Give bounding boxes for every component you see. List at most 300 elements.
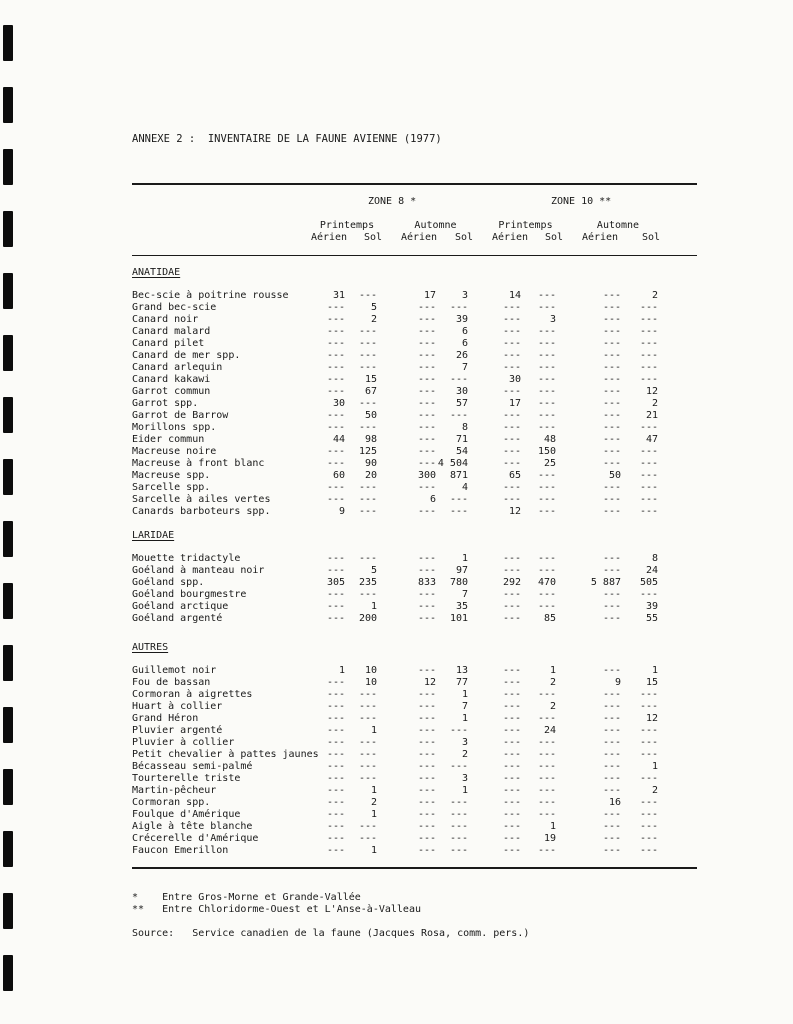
count-cell: --- [417, 589, 436, 600]
zone-8-label: ZONE 8 * [368, 196, 417, 207]
count-cell: --- [537, 482, 556, 493]
count-cell: --- [449, 494, 468, 505]
col-z8-spring-aerien: Aérien [310, 232, 348, 243]
count-cell: --- [449, 821, 468, 832]
count-cell: --- [326, 821, 345, 832]
species-name: Garrot spp. [132, 398, 199, 409]
count-cell: 97 [455, 565, 468, 576]
count-cell: 8 [651, 553, 658, 564]
count-cell: 6 [429, 494, 436, 505]
species-name: Macreuse noire [132, 446, 217, 457]
count-cell: --- [537, 350, 556, 361]
species-name: Pluvier argenté [132, 725, 223, 736]
count-cell: --- [537, 338, 556, 349]
count-cell: --- [449, 797, 468, 808]
count-cell: 6 [461, 338, 468, 349]
species-name: Fou de bassan [132, 677, 211, 688]
count-cell: 3 [461, 737, 468, 748]
count-cell: 24 [543, 725, 556, 736]
count-cell: 24 [645, 565, 658, 576]
count-cell: 90 [364, 458, 377, 469]
species-name: Grand Héron [132, 713, 199, 724]
species-name: Morillons spp. [132, 422, 217, 433]
count-cell: --- [417, 665, 436, 676]
count-cell: --- [358, 482, 377, 493]
count-cell: 2 [651, 398, 658, 409]
count-cell: 65 [508, 470, 521, 481]
count-cell: --- [326, 494, 345, 505]
table-row [0, 809, 793, 821]
count-cell: --- [537, 470, 556, 481]
count-cell: --- [326, 314, 345, 325]
count-cell: --- [602, 446, 621, 457]
count-cell: --- [537, 374, 556, 385]
count-cell: --- [602, 725, 621, 736]
count-cell: --- [602, 374, 621, 385]
count-cell: --- [502, 565, 521, 576]
count-cell: 3 [549, 314, 556, 325]
count-cell: --- [639, 589, 658, 600]
binder-hole [3, 893, 13, 929]
count-cell: --- [326, 737, 345, 748]
count-cell: --- [639, 773, 658, 784]
species-name: Garrot de Barrow [132, 410, 229, 421]
count-cell: --- [537, 689, 556, 700]
count-cell: --- [602, 326, 621, 337]
count-cell: --- [326, 797, 345, 808]
count-cell: 77 [455, 677, 468, 688]
count-cell: --- [417, 398, 436, 409]
footnote-zone-10: ** Entre Chloridorme-Ouest et L'Anse-à-Valleau [132, 904, 421, 915]
count-cell: 12 [508, 506, 521, 517]
count-cell: --- [326, 713, 345, 724]
count-cell: 39 [645, 601, 658, 612]
count-cell: 871 [449, 470, 468, 481]
binder-hole [3, 521, 13, 557]
count-cell: --- [639, 458, 658, 469]
table-row [0, 761, 793, 773]
count-cell: --- [358, 589, 377, 600]
count-cell: --- [602, 845, 621, 856]
count-cell: --- [326, 458, 345, 469]
count-cell: 9 [614, 677, 621, 688]
count-cell: 12 [645, 713, 658, 724]
count-cell: --- [602, 494, 621, 505]
count-cell: --- [326, 761, 345, 772]
count-cell: --- [639, 326, 658, 337]
count-cell: --- [417, 362, 436, 373]
count-cell: 1 [338, 665, 345, 676]
count-cell: 19 [543, 833, 556, 844]
count-cell: --- [358, 689, 377, 700]
count-cell: --- [326, 809, 345, 820]
table-row [0, 290, 793, 302]
count-cell: --- [326, 302, 345, 313]
count-cell: --- [358, 553, 377, 564]
count-cell: --- [326, 565, 345, 576]
count-cell: --- [417, 689, 436, 700]
table-row [0, 565, 793, 577]
count-cell: --- [639, 749, 658, 760]
count-cell: --- [537, 302, 556, 313]
count-cell: 3 [461, 290, 468, 301]
species-name: Faucon Emerillon [132, 845, 229, 856]
count-cell: 101 [449, 613, 468, 624]
count-cell: --- [326, 362, 345, 373]
table-row [0, 665, 793, 677]
count-cell: --- [502, 314, 521, 325]
count-cell: 15 [645, 677, 658, 688]
count-cell: --- [602, 601, 621, 612]
count-cell: --- [326, 422, 345, 433]
count-cell: --- [602, 362, 621, 373]
count-cell: --- [417, 386, 436, 397]
table-row [0, 314, 793, 326]
count-cell: 71 [455, 434, 468, 445]
count-cell: --- [449, 809, 468, 820]
species-name: Bécasseau semi-palmé [132, 761, 253, 772]
count-cell: --- [639, 809, 658, 820]
count-cell: --- [326, 410, 345, 421]
count-cell: 14 [508, 290, 521, 301]
count-cell: --- [639, 422, 658, 433]
count-cell: --- [602, 701, 621, 712]
col-z10-autumn-sol: Sol [641, 232, 661, 243]
count-cell: --- [602, 338, 621, 349]
count-cell: --- [326, 845, 345, 856]
count-cell: --- [417, 749, 436, 760]
count-cell: --- [639, 314, 658, 325]
count-cell: --- [537, 422, 556, 433]
count-cell: 1 [370, 845, 377, 856]
species-name: Mouette tridactyle [132, 553, 241, 564]
species-name: Pluvier à collier [132, 737, 235, 748]
count-cell: --- [417, 434, 436, 445]
table-row [0, 589, 793, 601]
species-name: Aigle à tête blanche [132, 821, 253, 832]
count-cell: --- [502, 482, 521, 493]
count-cell: --- [502, 446, 521, 457]
count-cell: --- [537, 494, 556, 505]
count-cell: --- [326, 482, 345, 493]
count-cell: --- [358, 833, 377, 844]
count-cell: --- [537, 773, 556, 784]
count-cell: --- [326, 386, 345, 397]
count-cell: --- [537, 553, 556, 564]
page-title: ANNEXE 2 : INVENTAIRE DE LA FAUNE AVIENNE (1977) [132, 133, 442, 145]
species-name: Canards barboteurs spp. [132, 506, 271, 517]
count-cell: --- [602, 565, 621, 576]
table-bottom-rule [132, 867, 697, 869]
count-cell: --- [417, 701, 436, 712]
count-cell: 1 [461, 713, 468, 724]
count-cell: 31 [332, 290, 345, 301]
table-row [0, 434, 793, 446]
count-cell: 2 [651, 785, 658, 796]
count-cell: --- [602, 785, 621, 796]
count-cell: 2 [651, 290, 658, 301]
count-cell: 48 [543, 434, 556, 445]
count-cell: 470 [537, 577, 556, 588]
count-cell: --- [502, 494, 521, 505]
species-name: Huart à collier [132, 701, 223, 712]
count-cell: --- [502, 326, 521, 337]
count-cell: --- [417, 773, 436, 784]
table-row [0, 845, 793, 857]
count-cell: --- [417, 422, 436, 433]
count-cell: 20 [364, 470, 377, 481]
count-cell: 30 [508, 374, 521, 385]
table-row [0, 422, 793, 434]
binder-hole [3, 25, 13, 61]
species-name: Cormoran à aigrettes [132, 689, 253, 700]
count-cell: --- [602, 821, 621, 832]
count-cell: --- [358, 506, 377, 517]
count-cell: --- [602, 749, 621, 760]
count-cell: --- [502, 701, 521, 712]
count-cell: 125 [358, 446, 377, 457]
zone-10-spring-label: Printemps [498, 220, 553, 231]
count-cell: 3 [461, 773, 468, 784]
count-cell: 1 [651, 665, 658, 676]
count-cell: 505 [639, 577, 658, 588]
count-cell: --- [639, 845, 658, 856]
count-cell: --- [602, 761, 621, 772]
species-name: Guillemot noir [132, 665, 217, 676]
count-cell: --- [602, 689, 621, 700]
count-cell: --- [417, 338, 436, 349]
count-cell: --- [602, 314, 621, 325]
count-cell: --- [639, 506, 658, 517]
count-cell: --- [502, 589, 521, 600]
count-cell: --- [449, 374, 468, 385]
count-cell: --- [417, 565, 436, 576]
count-cell: --- [417, 410, 436, 421]
count-cell: --- [417, 314, 436, 325]
count-cell: --- [639, 470, 658, 481]
count-cell: --- [326, 773, 345, 784]
species-name: Goéland argenté [132, 613, 223, 624]
count-cell: 300 [417, 470, 436, 481]
count-cell: 17 [508, 398, 521, 409]
count-cell: --- [502, 737, 521, 748]
count-cell: 44 [332, 434, 345, 445]
table-row [0, 482, 793, 494]
count-cell: --- [358, 338, 377, 349]
count-cell: 10 [364, 677, 377, 688]
count-cell: --- [537, 601, 556, 612]
count-cell: 150 [537, 446, 556, 457]
count-cell: 57 [455, 398, 468, 409]
species-name: Martin-pêcheur [132, 785, 217, 796]
count-cell: --- [537, 565, 556, 576]
count-cell: --- [639, 362, 658, 373]
count-cell: 4 504 [437, 458, 468, 469]
count-cell: 200 [358, 613, 377, 624]
count-cell: --- [537, 290, 556, 301]
count-cell: --- [417, 737, 436, 748]
source-note: Source: Service canadien de la faune (Jacques Rosa, comm. pers.) [132, 928, 530, 939]
count-cell: --- [417, 785, 436, 796]
count-cell: 85 [543, 613, 556, 624]
count-cell: --- [417, 809, 436, 820]
count-cell: --- [639, 350, 658, 361]
count-cell: 5 [370, 565, 377, 576]
count-cell: --- [449, 845, 468, 856]
count-cell: --- [602, 410, 621, 421]
table-row [0, 506, 793, 518]
count-cell: 39 [455, 314, 468, 325]
count-cell: 7 [461, 362, 468, 373]
count-cell: --- [417, 601, 436, 612]
count-cell: --- [639, 338, 658, 349]
count-cell: --- [326, 701, 345, 712]
count-cell: --- [358, 749, 377, 760]
count-cell: 2 [549, 701, 556, 712]
count-cell: --- [602, 809, 621, 820]
count-cell: --- [502, 302, 521, 313]
species-name: Garrot commun [132, 386, 211, 397]
count-cell: --- [602, 613, 621, 624]
count-cell: 10 [364, 665, 377, 676]
count-cell: --- [417, 713, 436, 724]
table-row [0, 470, 793, 482]
count-cell: --- [326, 677, 345, 688]
count-cell: 30 [455, 386, 468, 397]
count-cell: --- [537, 713, 556, 724]
count-cell: --- [326, 689, 345, 700]
table-row [0, 494, 793, 506]
count-cell: --- [537, 362, 556, 373]
table-row [0, 773, 793, 785]
count-cell: --- [326, 833, 345, 844]
count-cell: --- [602, 434, 621, 445]
species-name: Petit chevalier à pattes jaunes [132, 749, 319, 760]
count-cell: --- [602, 506, 621, 517]
count-cell: --- [502, 386, 521, 397]
count-cell: 35 [455, 601, 468, 612]
count-cell: 292 [502, 577, 521, 588]
count-cell: --- [602, 350, 621, 361]
count-cell: --- [502, 725, 521, 736]
count-cell: --- [326, 446, 345, 457]
count-cell: --- [358, 350, 377, 361]
count-cell: --- [602, 458, 621, 469]
count-cell: --- [358, 821, 377, 832]
species-name: Goéland à manteau noir [132, 565, 265, 576]
count-cell: 50 [608, 470, 621, 481]
count-cell: --- [639, 821, 658, 832]
count-cell: --- [502, 785, 521, 796]
count-cell: --- [326, 553, 345, 564]
species-name: Eider commun [132, 434, 205, 445]
count-cell: --- [417, 553, 436, 564]
species-name: Canard pilet [132, 338, 205, 349]
binder-hole [3, 87, 13, 123]
count-cell: --- [417, 506, 436, 517]
count-cell: 54 [455, 446, 468, 457]
table-row [0, 374, 793, 386]
count-cell: 47 [645, 434, 658, 445]
count-cell: --- [639, 701, 658, 712]
table-row [0, 737, 793, 749]
table-row [0, 338, 793, 350]
count-cell: --- [358, 362, 377, 373]
count-cell: 1 [370, 809, 377, 820]
count-cell: 55 [645, 613, 658, 624]
count-cell: 12 [423, 677, 436, 688]
col-z8-spring-sol: Sol [363, 232, 383, 243]
count-cell: --- [502, 749, 521, 760]
count-cell: --- [602, 422, 621, 433]
count-cell: --- [602, 553, 621, 564]
count-cell: --- [602, 398, 621, 409]
count-cell: --- [326, 613, 345, 624]
count-cell: --- [639, 689, 658, 700]
table-row [0, 458, 793, 470]
count-cell: 17 [423, 290, 436, 301]
zone-8-spring-label: Printemps [319, 220, 375, 231]
count-cell: --- [449, 725, 468, 736]
binder-hole [3, 211, 13, 247]
count-cell: --- [537, 809, 556, 820]
count-cell: 98 [364, 434, 377, 445]
count-cell: --- [358, 326, 377, 337]
zone-8-autumn-label: Automne [414, 220, 457, 231]
count-cell: --- [602, 482, 621, 493]
count-cell: --- [417, 833, 436, 844]
count-cell: --- [502, 553, 521, 564]
count-cell: --- [358, 737, 377, 748]
count-cell: 1 [370, 601, 377, 612]
count-cell: --- [502, 434, 521, 445]
count-cell: --- [537, 797, 556, 808]
count-cell: 67 [364, 386, 377, 397]
count-cell: --- [639, 737, 658, 748]
count-cell: --- [537, 749, 556, 760]
count-cell: 1 [461, 785, 468, 796]
count-cell: 12 [645, 386, 658, 397]
count-cell: --- [358, 290, 377, 301]
count-cell: 2 [370, 797, 377, 808]
count-cell: --- [417, 613, 436, 624]
col-z8-autumn-aerien: Aérien [400, 232, 438, 243]
count-cell: 9 [338, 506, 345, 517]
section-heading: ANATIDAE [132, 267, 181, 278]
count-cell: --- [358, 701, 377, 712]
count-cell: --- [602, 713, 621, 724]
table-row [0, 350, 793, 362]
species-name: Bec-scie à poitrine rousse [132, 290, 289, 301]
table-row [0, 553, 793, 565]
count-cell: --- [502, 761, 521, 772]
table-row [0, 446, 793, 458]
count-cell: 8 [461, 422, 468, 433]
count-cell: 1 [461, 689, 468, 700]
count-cell: --- [602, 773, 621, 784]
col-z10-spring-aerien: Aérien [491, 232, 529, 243]
table-row [0, 302, 793, 314]
count-cell: 21 [645, 410, 658, 421]
count-cell: --- [326, 374, 345, 385]
species-name: Cormoran spp. [132, 797, 211, 808]
count-cell: 60 [332, 470, 345, 481]
count-cell: --- [537, 761, 556, 772]
count-cell: --- [358, 773, 377, 784]
table-row [0, 362, 793, 374]
table-row [0, 725, 793, 737]
count-cell: --- [417, 446, 436, 457]
